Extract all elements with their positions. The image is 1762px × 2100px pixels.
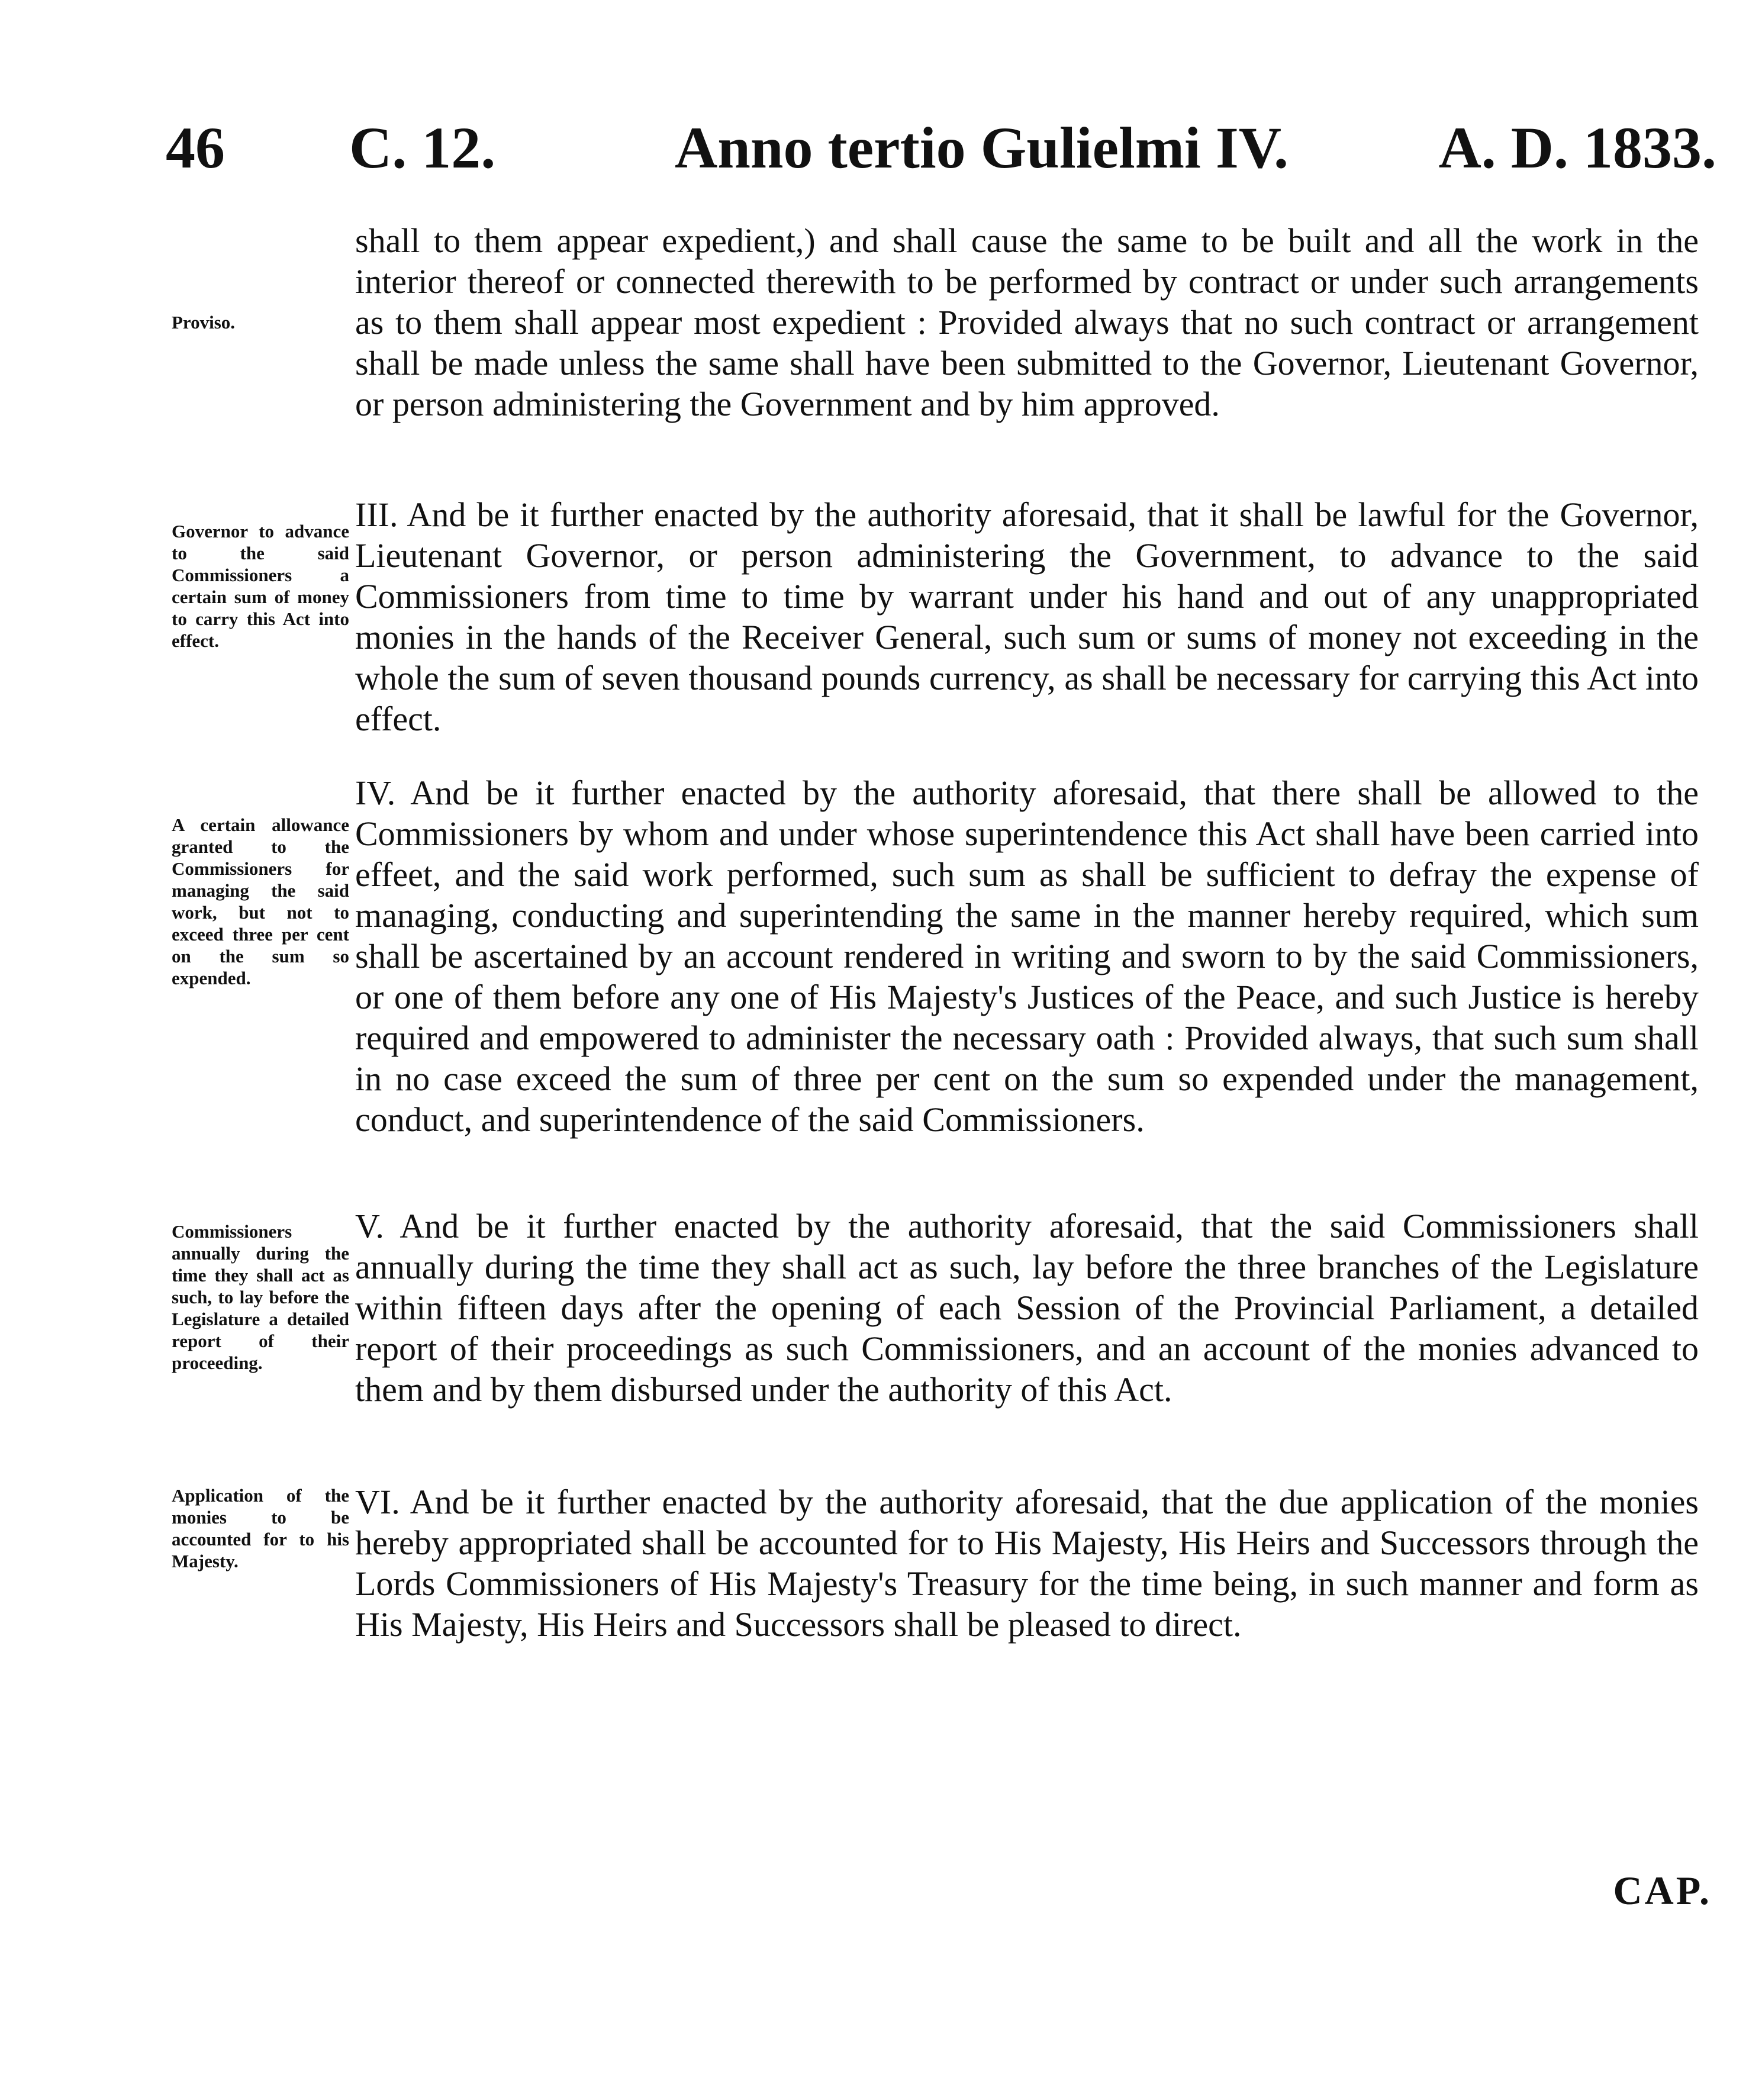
- section-paragraph: IV. And be it further enacted by the authority aforesaid, that there shall be allowed to the Commissioners by whom and under whose superintendence this Act shall have been carried into effeet, and the said work performed, such sum as shall be sufficient to defray the expense of managing, conducting and superintending the same in the manner hereby required, which sum shall be ascertained by an account rendered in writing and sworn to by the said Commissioners, or one of them before any one of His Majesty's Justices of the Peace, and such Justice is hereby required and empowered to administer the necessary oath : Provided always, that such sum shall in no case exceed the sum of three per cent on the sum so expended under the management, conduct, and superintendence of the said Commissioners.: [355, 774, 1699, 1139]
- margin-note: Governor to advance to the said Commissioners a certain sum of money to carry this Act into effect.: [172, 521, 349, 651]
- continuation-paragraph: shall to them appear expedient,) and shall cause the same to be built and all the work in the interior thereof or connected therewith to be performed by contract or under such arrangements as to them shall appear most expedient : Provided always that no such contract or arrangement shall be made unless the same shall have been submitted to the Governor, Lieutenant Governor, or person administering the Government and by him approved.: [355, 221, 1699, 423]
- running-header: [166, 107, 1716, 189]
- catchword: CAP.: [1613, 1868, 1712, 1913]
- margin-note: A certain allowance granted to the Commissioners for managing the said work, but not to exceed three per cent on the sum so expended.: [172, 814, 349, 988]
- section-paragraph: VI. And be it further enacted by the authority aforesaid, that the due application of the monies hereby appropriated shall be accounted for to His Majesty, His Heirs and Successors through the Lords Commissioners of His Majesty's Treasury for the time being, in such manner and form as His Majesty, His Heirs and Successors shall be pleased to direct.: [355, 1483, 1699, 1644]
- running-title: Anno tertio Gulielmi IV.: [675, 115, 1289, 181]
- margin-note: Proviso.: [172, 312, 236, 333]
- section-paragraph: III. And be it further enacted by the authority aforesaid, that it shall be lawful for the Governor, Lieutenant Governor, or person administering the Government, to advance to the said Commissioners from time to time by warrant under his hand and out of any unappropriated monies in the hands of the Receiver General, such sum or sums of money not exceeding in the whole the sum of seven thousand pounds currency, as shall be necessary for carrying this Act into effect.: [355, 495, 1699, 738]
- chapter-number: C. 12.: [349, 115, 496, 181]
- year-label: A. D. 1833.: [1438, 115, 1716, 181]
- margin-note: Application of the monies to be accounted for to his Majesty.: [172, 1485, 349, 1571]
- page-number: 46: [166, 115, 225, 181]
- margin-note: Commissioners annually during the time they shall act as such, to lay before the Legislature a detailed report of their proceeding.: [172, 1221, 349, 1373]
- section-paragraph: V. And be it further enacted by the authority aforesaid, that the said Commissioners shall annually during the time they shall act as such, lay before the three branches of the Legislature within fifteen days after the opening of each Session of the Provincial Parliament, a detailed report of their proceedings as such Commissioners, and an account of the monies advanced to them and by them disbursed under the authority of this Act.: [355, 1207, 1699, 1409]
